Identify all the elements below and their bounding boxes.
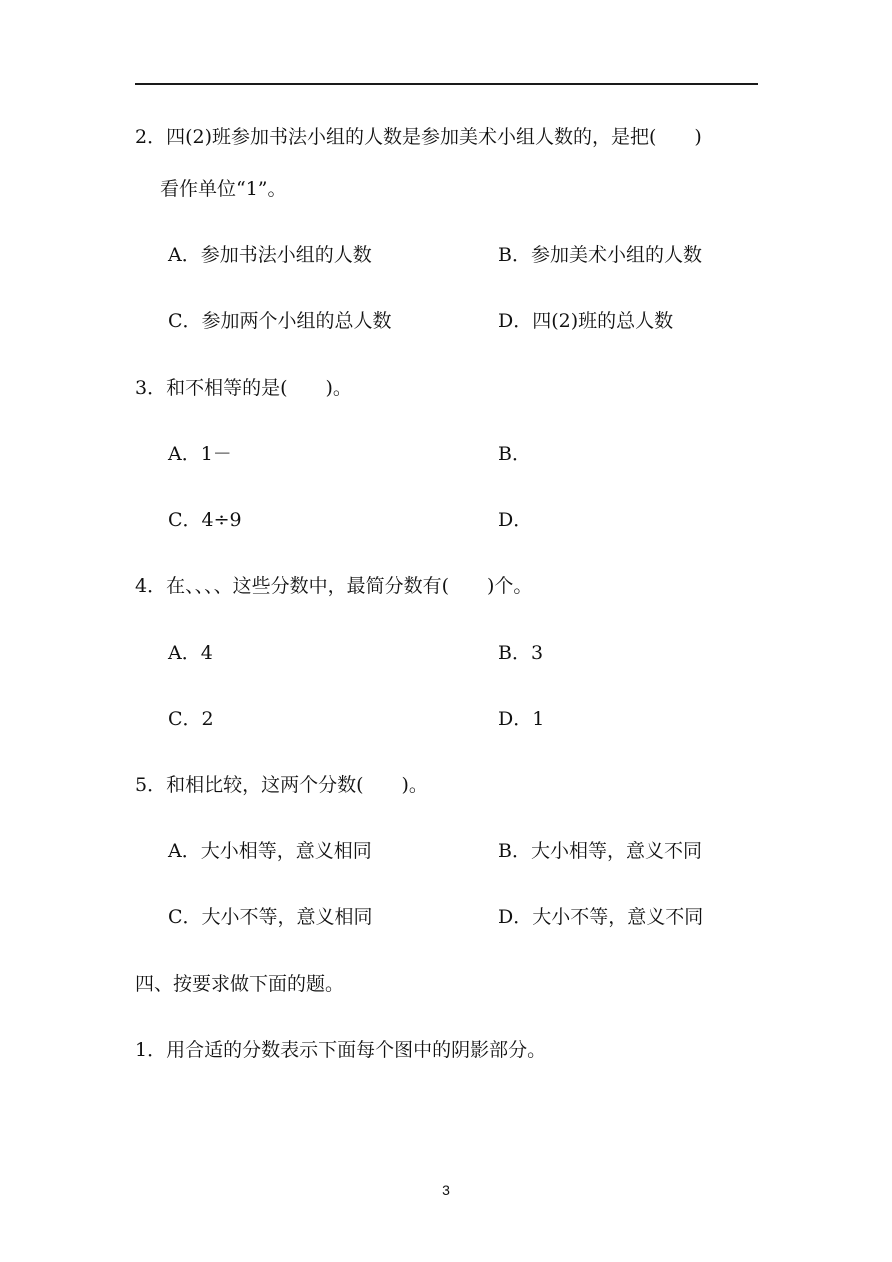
question-4-option-a: A．4: [168, 642, 213, 664]
question-5-option-d: D．大小不等，意义不同: [498, 906, 704, 928]
header-rule: [135, 83, 758, 85]
question-5-option-b: B．大小相等，意义不同: [498, 840, 702, 862]
question-2-option-d: D．四(2)班的总人数: [498, 310, 674, 332]
section-4-question-1: 1．用合适的分数表示下面每个图中的阴影部分。: [135, 1039, 547, 1061]
question-2-stem-continued: 看作单位“1”。: [160, 178, 287, 200]
question-3-option-d: D．: [498, 509, 533, 531]
question-5-stem: 5．和相比较，这两个分数( )。: [135, 774, 428, 796]
question-5-option-c: C．大小不等，意义相同: [168, 906, 373, 928]
question-2-option-a: A．参加书法小组的人数: [168, 244, 372, 266]
question-4-option-b: B．3: [498, 642, 544, 664]
question-3-stem: 3．和不相等的是( )。: [135, 377, 352, 399]
question-3-option-c: C．4÷9: [168, 509, 242, 531]
question-2-option-b: B．参加美术小组的人数: [498, 244, 702, 266]
question-4-option-c: C．2: [168, 708, 214, 730]
page-number: 3: [442, 1182, 450, 1198]
question-4-stem: 4．在、、、、这些分数中，最简分数有( )个。: [135, 575, 533, 597]
question-2-stem: 2．四(2)班参加书法小组的人数是参加美术小组人数的，是把( ): [135, 126, 702, 148]
question-3-option-b: B．: [498, 443, 531, 465]
section-4-heading: 四、按要求做下面的题。: [135, 973, 345, 995]
question-5-option-a: A．大小相等，意义相同: [168, 840, 372, 862]
question-2-option-c: C．参加两个小组的总人数: [168, 310, 392, 332]
question-4-option-d: D．1: [498, 708, 545, 730]
question-3-option-a: A．1－: [168, 443, 232, 465]
